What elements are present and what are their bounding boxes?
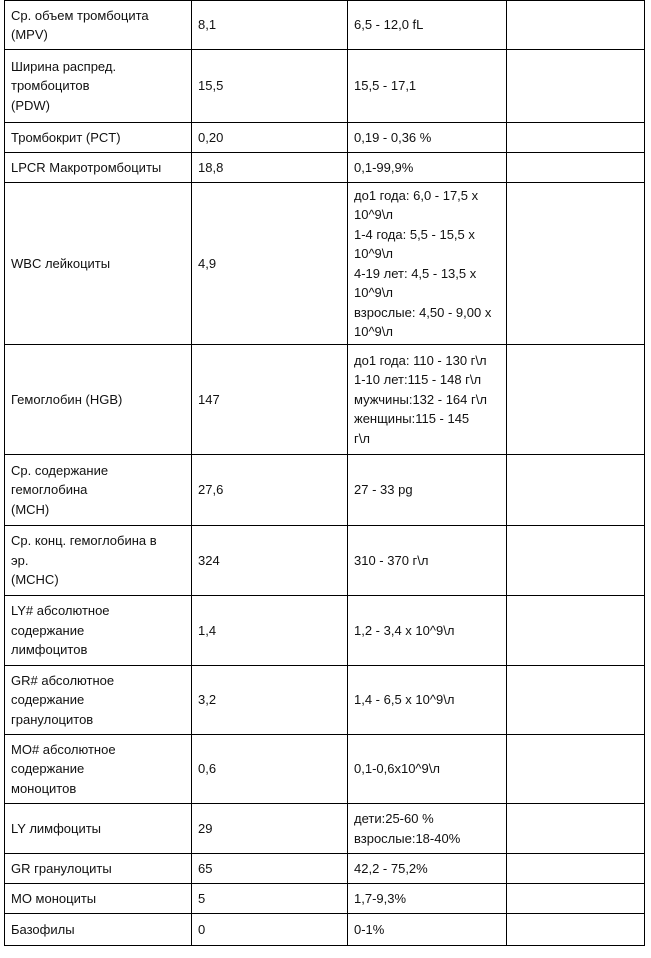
empty-note-cell [507, 153, 645, 183]
test-name-cell [5, 526, 192, 596]
table-row [5, 153, 645, 183]
result-value-cell: 147 [192, 345, 348, 455]
table-row [5, 596, 645, 666]
test-name-cell-line: гемоглобина [11, 482, 88, 498]
test-name-cell-line: моноцитов [11, 780, 77, 796]
test-name-cell-line: эр. [11, 552, 29, 568]
lab-results-table [4, 0, 645, 946]
reference-range-cell-line: 15,5 - 17,1 [354, 78, 417, 94]
reference-range-cell-line: 0,1-0,6x10^9\л [354, 761, 440, 777]
test-name-cell-line: Ср. конц. гемоглобина в [11, 533, 157, 549]
table-row [5, 50, 645, 123]
table-row [5, 123, 645, 153]
test-name-cell-line: LY лимфоциты [11, 820, 102, 836]
reference-range-cell [348, 854, 507, 884]
table-row [5, 345, 645, 455]
reference-range-cell-line: 6,5 - 12,0 fL [354, 17, 424, 33]
result-value-cell: 29 [192, 804, 348, 854]
test-name-cell-line: гранулоцитов [11, 711, 94, 727]
reference-range-cell [348, 153, 507, 183]
reference-range-cell-line: 10^9\л [354, 324, 393, 339]
reference-range-cell [348, 50, 507, 123]
test-name-cell-line: (MCHC) [11, 572, 59, 588]
reference-range-cell [348, 596, 507, 666]
reference-range-cell-line: мужчины:132 - 164 г\л [354, 391, 487, 407]
reference-range-cell-line: 1,2 - 3,4 x 10^9\л [354, 622, 455, 638]
reference-range-cell-line: 42,2 - 75,2% [354, 860, 428, 876]
reference-range-cell-line: 0,19 - 0,36 % [354, 129, 432, 145]
reference-range-cell-line: 310 - 370 г\л [354, 552, 429, 568]
reference-range-cell [348, 345, 507, 455]
empty-note-cell [507, 735, 645, 804]
reference-range-cell-line: взрослые:18-40% [354, 830, 461, 846]
test-name-cell-line: Гемоглобин (HGB) [11, 391, 123, 407]
reference-range-cell [348, 526, 507, 596]
table-row [5, 914, 645, 946]
test-name-cell [5, 1, 192, 50]
test-name-cell [5, 596, 192, 666]
empty-note-cell [507, 914, 645, 946]
reference-range-cell-line: до1 года: 6,0 - 17,5 x [354, 187, 479, 203]
test-name-cell-line: Ср. объем тромбоцита [11, 7, 149, 23]
test-name-cell [5, 735, 192, 804]
test-name-cell [5, 666, 192, 735]
reference-range-cell-line: 1-4 года: 5,5 - 15,5 x [354, 226, 475, 242]
empty-note-cell [507, 526, 645, 596]
test-name-cell [5, 914, 192, 946]
reference-range-cell-line: взрослые: 4,50 - 9,00 x [354, 304, 492, 320]
reference-range-cell [348, 914, 507, 946]
reference-range-cell-line: г\л [354, 430, 370, 446]
reference-range-cell [348, 1, 507, 50]
reference-range-cell [348, 455, 507, 526]
empty-note-cell [507, 455, 645, 526]
test-name-cell [5, 455, 192, 526]
table-row [5, 804, 645, 854]
result-value-cell: 18,8 [192, 153, 348, 183]
reference-range-cell-line: 1,4 - 6,5 x 10^9\л [354, 692, 455, 708]
reference-range-cell-line: 0,1-99,9% [354, 159, 414, 175]
empty-note-cell [507, 50, 645, 123]
result-value-cell: 0,20 [192, 123, 348, 153]
test-name-cell [5, 804, 192, 854]
result-value-cell: 324 [192, 526, 348, 596]
test-name-cell-line: MO моноциты [11, 890, 97, 906]
test-name-cell-line: Ср. содержание [11, 462, 109, 478]
result-value-cell: 0 [192, 914, 348, 946]
test-name-cell-line: лимфоцитов [11, 642, 88, 658]
test-name-cell-line: (MCH) [11, 501, 50, 517]
reference-range-cell-line: 1,7-9,3% [354, 890, 407, 906]
test-name-cell [5, 50, 192, 123]
result-value-cell: 27,6 [192, 455, 348, 526]
result-value-cell: 65 [192, 854, 348, 884]
test-name-cell-line: LPCR Макротромбоциты [11, 159, 162, 175]
table-row [5, 455, 645, 526]
empty-note-cell [507, 884, 645, 914]
test-name-cell [5, 123, 192, 153]
result-value-cell: 4,9 [192, 183, 348, 345]
result-value-cell: 1,4 [192, 596, 348, 666]
test-name-cell-line: (PDW) [11, 97, 50, 113]
empty-note-cell [507, 804, 645, 854]
reference-range-cell [348, 183, 507, 345]
reference-range-cell-line: 0-1% [354, 921, 385, 937]
test-name-cell-line: Ширина распред. [11, 58, 117, 74]
result-value-cell: 3,2 [192, 666, 348, 735]
reference-range-cell-line: дети:25-60 % [354, 811, 434, 826]
empty-note-cell [507, 183, 645, 345]
test-name-cell [5, 345, 192, 455]
table-row [5, 1, 645, 50]
test-name-cell [5, 884, 192, 914]
table-row [5, 526, 645, 596]
lab-results-body [5, 1, 645, 946]
test-name-cell-line: (MPV) [11, 27, 48, 42]
empty-note-cell [507, 854, 645, 884]
empty-note-cell [507, 666, 645, 735]
test-name-cell-line: GR# абсолютное [11, 672, 115, 688]
reference-range-cell-line: 27 - 33 pg [354, 482, 413, 498]
result-value-cell: 0,6 [192, 735, 348, 804]
reference-range-cell-line: до1 года: 110 - 130 г\л [354, 352, 487, 368]
table-row [5, 854, 645, 884]
test-name-cell-line: GR гранулоциты [11, 860, 112, 876]
table-row [5, 666, 645, 735]
test-name-cell [5, 153, 192, 183]
reference-range-cell-line: 4-19 лет: 4,5 - 13,5 x [354, 265, 477, 281]
test-name-cell [5, 183, 192, 345]
table-row [5, 183, 645, 345]
result-value-cell: 15,5 [192, 50, 348, 123]
reference-range-cell-line: женщины:115 - 145 [354, 411, 470, 427]
empty-note-cell [507, 596, 645, 666]
reference-range-cell [348, 804, 507, 854]
reference-range-cell-line: 10^9\л [354, 246, 393, 261]
test-name-cell-line: LY# абсолютное [11, 603, 110, 619]
reference-range-cell [348, 884, 507, 914]
test-name-cell-line: MO# абсолютное [11, 741, 116, 757]
table-row [5, 735, 645, 804]
test-name-cell-line: Базофилы [11, 921, 75, 937]
reference-range-cell [348, 666, 507, 735]
empty-note-cell [507, 123, 645, 153]
test-name-cell-line: содержание [11, 692, 85, 708]
test-name-cell [5, 854, 192, 884]
test-name-cell-line: тромбоцитов [11, 78, 90, 94]
reference-range-cell-line: 10^9\л [354, 285, 393, 300]
test-name-cell-line: WBC лейкоциты [11, 255, 111, 271]
test-name-cell-line: содержание [11, 761, 85, 777]
reference-range-cell [348, 735, 507, 804]
result-value-cell: 8,1 [192, 1, 348, 50]
reference-range-cell [348, 123, 507, 153]
result-value-cell: 5 [192, 884, 348, 914]
test-name-cell-line: Тромбокрит (PCT) [11, 129, 121, 145]
empty-note-cell [507, 1, 645, 50]
table-row [5, 884, 645, 914]
reference-range-cell-line: 10^9\л [354, 207, 393, 222]
reference-range-cell-line: 1-10 лет:115 - 148 г\л [354, 372, 482, 388]
test-name-cell-line: содержание [11, 622, 85, 638]
empty-note-cell [507, 345, 645, 455]
